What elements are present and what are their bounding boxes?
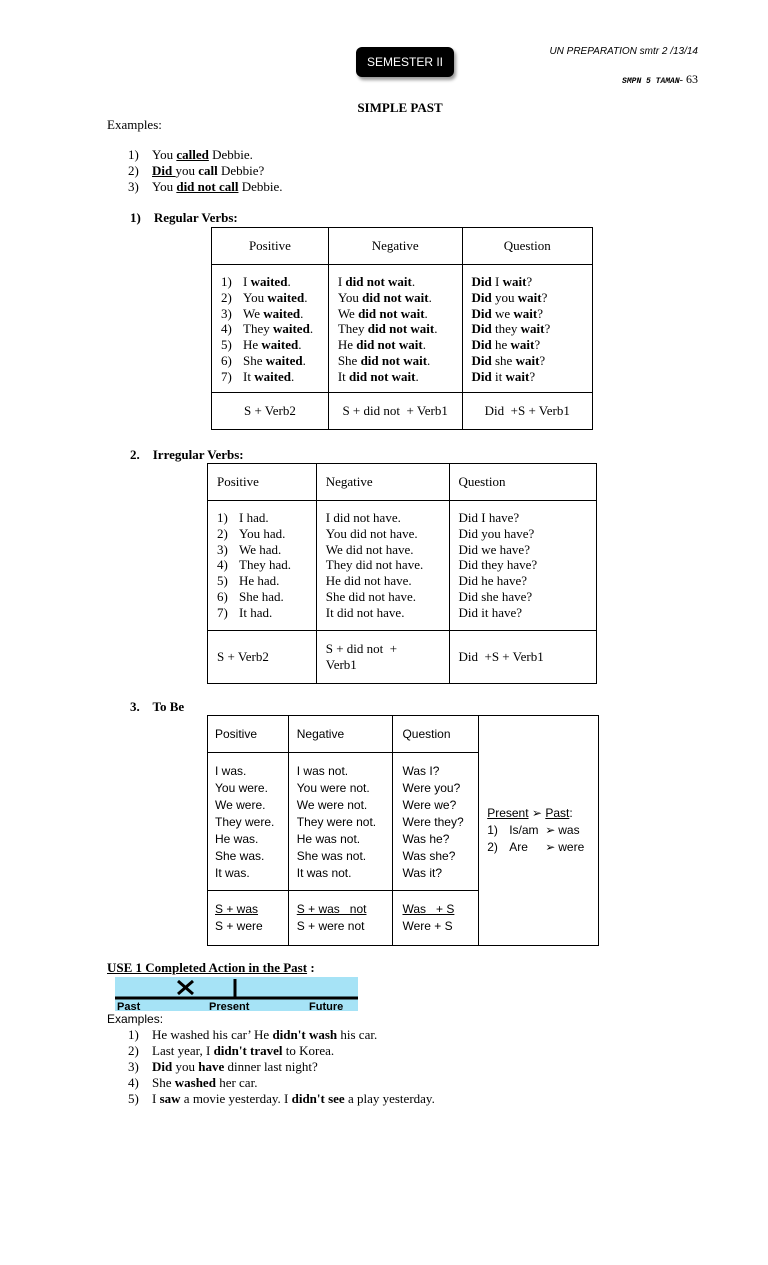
tobe-negative-cell (288, 753, 393, 891)
list-item (472, 369, 593, 385)
text-run: wait (510, 337, 535, 353)
list-item: She was not. (296, 849, 367, 863)
list-item: He was. (215, 832, 259, 846)
formula-negative (316, 631, 449, 684)
text-run: wait (515, 352, 540, 368)
text-run: You (243, 289, 268, 305)
list-item (326, 573, 449, 589)
text-run: I (491, 274, 503, 289)
cell-text: It had. (239, 604, 273, 620)
text-run: He washed his car’ He (152, 1027, 273, 1042)
list-item: He was not. (296, 832, 361, 846)
present-label: Present (487, 806, 529, 820)
text-run: did not wait (345, 274, 412, 289)
text-run: I (337, 274, 346, 289)
text-run: . (287, 274, 291, 289)
text-run: They (243, 321, 273, 337)
school-name: SMPN 5 TAMAN (622, 77, 680, 86)
list-item (217, 542, 316, 558)
cell-text: They did not have. (325, 557, 424, 573)
past-label: Past (545, 806, 570, 820)
to-be-heading: 3. To Be (130, 699, 185, 714)
text-run: Did (471, 321, 492, 337)
present-past-cell (479, 716, 599, 946)
list-item: She was. (215, 849, 265, 863)
list-item: I was. (215, 764, 247, 778)
text-run: We (337, 305, 359, 321)
list-item: You were not. (296, 781, 370, 795)
text-run: dinner last night? (224, 1059, 318, 1074)
list-number: 3) (128, 179, 139, 194)
text-run: He (243, 337, 262, 353)
list-item: Were they? (402, 815, 464, 829)
text-run: called (176, 147, 209, 162)
text-run: . (298, 337, 302, 353)
list-item (221, 274, 328, 290)
list-number: 2) (128, 163, 139, 178)
text-run: wait (505, 368, 530, 384)
text-run: I (243, 274, 251, 289)
text-run: didn't wash (272, 1027, 338, 1042)
list-number: 7) (221, 368, 232, 384)
list-item (221, 337, 328, 353)
text-run: ? (529, 368, 536, 384)
text-run: you (172, 1059, 199, 1074)
text-run: wait (517, 289, 542, 305)
text-run: his car. (337, 1027, 378, 1042)
text-run: washed (174, 1075, 216, 1090)
text-run: . (427, 352, 431, 368)
list-number: 5) (128, 1091, 139, 1106)
examples-label: Examples: (107, 117, 162, 132)
formula-negative-line1: S + was not (296, 902, 367, 916)
cell-text: I had. (239, 510, 269, 525)
text-run: Did (471, 289, 492, 305)
text-run: She (243, 352, 266, 368)
use1-heading (107, 960, 315, 976)
text-run: . (434, 321, 438, 337)
cell-text: Did it have? (458, 604, 523, 620)
arrow-icon: ➢ (531, 806, 542, 820)
list-item (487, 839, 598, 856)
text-run: . (415, 368, 419, 384)
list-item (459, 510, 597, 526)
text-run: he (491, 337, 511, 353)
list-item: You were. (215, 781, 268, 795)
list-number: 5) (221, 337, 232, 353)
text-run: it (491, 368, 506, 384)
cell-text: She had. (239, 588, 284, 604)
cell-text: Did they have? (458, 557, 538, 573)
list-item (326, 589, 449, 605)
past-form: were (558, 840, 585, 854)
text-run: Did (152, 1059, 173, 1074)
text-run: waited (254, 368, 292, 384)
text-run: wait (520, 321, 545, 337)
text-run: saw (159, 1091, 181, 1106)
list-number: 1) (128, 147, 139, 162)
list-number: 1) (217, 510, 228, 525)
cell-text: Did you have? (458, 525, 535, 541)
list-item (217, 589, 316, 605)
text-run: Did (471, 274, 492, 289)
formula-question-line2: Were + S (402, 919, 453, 933)
list-item (128, 1043, 435, 1059)
text-run: did not wait (349, 368, 416, 384)
list-item (128, 1027, 435, 1043)
list-item (128, 163, 283, 179)
text-run: didn't see (291, 1091, 345, 1106)
col-header-positive: Positive (208, 716, 289, 753)
formula-positive: S + Verb2 (212, 393, 329, 430)
text-run: Did (471, 337, 492, 353)
list-item (128, 179, 283, 195)
formula-negative (288, 891, 393, 946)
list-item (326, 605, 449, 621)
regular-question-cell (462, 265, 593, 393)
formula-negative-line2: S + were not (296, 919, 365, 933)
list-item (338, 321, 462, 337)
list-item (221, 353, 328, 369)
text-run: Did (471, 305, 492, 321)
timeline-present-label: Present (209, 1001, 250, 1011)
text-run: ? (537, 305, 544, 321)
present-form: Are (509, 840, 528, 854)
regular-verbs-heading: 1) Regular Verbs: (130, 210, 238, 225)
text-run: her car. (215, 1075, 258, 1090)
formula-question: Did +S + Verb1 (449, 631, 597, 684)
text-run: did not wait (360, 352, 428, 368)
use1-colon: : (310, 960, 315, 975)
text-run: did not wait (367, 321, 435, 337)
text-run: you (491, 289, 518, 305)
formula-row (212, 393, 593, 430)
list-item (472, 274, 593, 290)
list-item: They were not. (296, 815, 377, 829)
formula-positive-line1: S + was (215, 902, 259, 916)
table-row (208, 501, 597, 631)
list-item: I was not. (296, 764, 349, 778)
text-run: . (424, 305, 428, 321)
list-number: 3) (221, 305, 232, 321)
text-run: waited (261, 337, 299, 353)
heading-colon: : (569, 806, 573, 820)
list-item (459, 573, 597, 589)
text-run: did not wait (362, 289, 429, 305)
list-item (217, 605, 316, 621)
text-run: Did (471, 368, 492, 384)
list-number: 2) (221, 289, 232, 305)
list-number: 1) (487, 823, 498, 837)
text-run: waited (250, 274, 288, 289)
list-item (487, 822, 598, 839)
text-run: ? (541, 289, 548, 305)
list-number: 2) (217, 525, 228, 541)
irregular-positive-cell (208, 501, 317, 631)
text-run: waited (267, 289, 305, 305)
list-item (459, 542, 597, 558)
text-run: . (309, 321, 314, 337)
col-header-positive: Positive (212, 228, 329, 265)
text-run: to Korea. (282, 1043, 335, 1058)
text-run: . (304, 289, 308, 305)
list-item: Were we? (402, 798, 457, 812)
formula-positive (208, 891, 289, 946)
list-item (459, 589, 597, 605)
text-run: It (243, 368, 255, 384)
list-item (221, 306, 328, 322)
list-number: 2) (487, 840, 498, 854)
list-item (338, 290, 462, 306)
list-item (338, 369, 462, 385)
timeline-past-label: Past (117, 1001, 141, 1011)
text-run: You (152, 179, 177, 194)
cell-text: They had. (239, 557, 291, 573)
list-item (221, 290, 328, 306)
arrow-icon: ➢ (545, 840, 556, 854)
list-number: 3) (217, 541, 228, 557)
list-item (128, 147, 283, 163)
formula-question: Did +S + Verb1 (462, 393, 593, 430)
table-row (212, 265, 593, 393)
table-header-row (208, 464, 597, 501)
list-number: 4) (217, 557, 228, 573)
tobe-positive-cell (208, 753, 289, 891)
text-run: Debbie? (217, 163, 265, 178)
text-run: ? (544, 321, 551, 337)
cell-text: We did not have. (325, 541, 414, 557)
cell-text: You did not have. (325, 525, 418, 541)
list-number: 5) (217, 573, 228, 589)
text-run: did not wait (358, 305, 425, 321)
list-item (338, 353, 462, 369)
list-item (472, 290, 593, 306)
text-run: a movie yesterday. I (180, 1091, 292, 1106)
col-header-negative: Negative (316, 464, 449, 501)
table-header-row (212, 228, 593, 265)
text-run: . (411, 274, 416, 289)
list-item (128, 1091, 435, 1107)
list-item: We were. (215, 798, 266, 812)
list-item: Was he? (402, 832, 450, 846)
cell-text: Did he have? (458, 573, 528, 589)
present-past-heading (487, 805, 598, 822)
formula-positive: S + Verb2 (208, 631, 317, 684)
list-number: 4) (221, 321, 232, 337)
list-item: It was. (215, 866, 250, 880)
text-run: she (491, 352, 516, 368)
text-run: Last year, I (152, 1043, 214, 1058)
timeline-diagram (115, 977, 358, 1011)
formula-negative-line1: S + did not + (325, 641, 398, 656)
tobe-question-cell (393, 753, 479, 891)
timeline-future-label: Future (309, 1001, 344, 1011)
list-item (217, 510, 316, 526)
text-run: She (152, 1075, 175, 1090)
col-header-question: Question (393, 716, 479, 753)
page-separator: - (679, 75, 683, 86)
list-number: 1) (221, 274, 232, 289)
list-item: Were you? (402, 781, 461, 795)
text-run: . (291, 368, 295, 384)
text-run: ? (534, 337, 541, 353)
regular-positive-cell (212, 265, 329, 393)
text-run: We (243, 305, 264, 321)
list-item (128, 1075, 435, 1091)
formula-question-line1: Was + S (402, 902, 455, 916)
list-item (472, 321, 593, 337)
irregular-verbs-table (207, 463, 597, 684)
text-run: a play yesterday. (344, 1091, 435, 1106)
text-run: call (198, 163, 218, 178)
list-item (221, 369, 328, 385)
list-item: They were. (215, 815, 275, 829)
irregular-verbs-heading: 2. Irregular Verbs: (130, 447, 244, 462)
formula-negative: S + did not + Verb1 (328, 393, 462, 430)
text-run: didn't travel (213, 1043, 283, 1058)
arrow-icon: ➢ (545, 823, 556, 837)
text-run: Did (152, 163, 176, 178)
text-run: waited (265, 352, 303, 368)
regular-verbs-table (211, 227, 593, 430)
page-number: 63 (686, 72, 698, 86)
list-item (217, 573, 316, 589)
text-run: did not call (176, 179, 239, 194)
list-item (338, 274, 462, 290)
text-run: It (337, 368, 350, 384)
text-run: did not wait (356, 337, 423, 353)
list-item (338, 306, 462, 322)
text-run: . (302, 352, 306, 368)
cell-text: Did she have? (458, 588, 533, 604)
col-header-negative: Negative (288, 716, 393, 753)
list-item (326, 510, 449, 526)
list-item: Was it? (402, 866, 443, 880)
list-number: 7) (217, 604, 228, 620)
cell-text: He did not have. (325, 573, 412, 589)
text-run: ? (539, 352, 546, 368)
cell-text: Did we have? (458, 541, 530, 557)
formula-question (393, 891, 479, 946)
list-number: 3) (128, 1059, 139, 1074)
use1-examples-label: Examples: (107, 1012, 164, 1026)
page-title: SIMPLE PAST (357, 100, 443, 115)
col-header-question: Question (449, 464, 597, 501)
list-item: It was not. (296, 866, 352, 880)
irregular-question-cell (449, 501, 597, 631)
text-run: have (198, 1059, 225, 1074)
text-run: waited (263, 305, 301, 321)
list-item (472, 306, 593, 322)
present-form: Is/am (509, 823, 539, 837)
list-item: Was I? (402, 764, 440, 778)
formula-positive-line2: S + were (215, 919, 263, 933)
use1-title: USE 1 Completed Action in the Past (107, 960, 308, 975)
text-run: . (300, 305, 304, 321)
cell-text: You had. (239, 525, 286, 541)
text-run: Debbie. (208, 147, 253, 162)
past-form: was (558, 823, 580, 837)
list-item (459, 526, 597, 542)
timeline-svg (115, 977, 358, 1011)
list-item: We were not. (296, 798, 368, 812)
text-run: Did (471, 352, 492, 368)
text-run: You (152, 147, 177, 162)
list-number: 2) (128, 1043, 139, 1058)
list-number: 1) (128, 1027, 139, 1042)
list-number: 4) (128, 1075, 139, 1090)
list-item (459, 557, 597, 573)
semester-badge (356, 47, 454, 77)
page-header (560, 72, 698, 87)
irregular-negative-cell (316, 501, 449, 631)
list-item (221, 321, 328, 337)
text-run: . (422, 337, 426, 353)
list-item (326, 526, 449, 542)
to-be-table (207, 715, 599, 946)
list-number: 6) (217, 588, 228, 604)
list-item (128, 1059, 435, 1075)
list-item (326, 542, 449, 558)
text-run: ? (526, 274, 533, 289)
prep-header: UN PREPARATION smtr 2 /13/14 (549, 46, 698, 57)
intro-examples (128, 147, 283, 195)
text-run: we (491, 305, 514, 321)
use1-examples (128, 1027, 435, 1107)
cell-text: He had. (239, 573, 280, 589)
text-run: She (337, 352, 361, 368)
cell-text: We had. (239, 541, 282, 557)
regular-negative-cell (328, 265, 462, 393)
col-header-positive: Positive (208, 464, 317, 501)
text-run: They (337, 321, 368, 337)
col-header-negative: Negative (328, 228, 462, 265)
cell-text: I did not have. (325, 510, 401, 525)
cell-text: Did I have? (458, 510, 520, 525)
cell-text: She did not have. (325, 588, 417, 604)
list-number: 6) (221, 352, 232, 368)
list-item (338, 337, 462, 353)
list-item (459, 605, 597, 621)
text-run: You (337, 289, 363, 305)
text-run: Debbie. (238, 179, 283, 194)
text-run: wait (513, 305, 538, 321)
formula-row (208, 631, 597, 684)
text-run: wait (502, 274, 527, 289)
text-run: He (337, 337, 357, 353)
text-run: you (175, 163, 199, 178)
semester-badge-text: SEMESTER II (366, 55, 443, 69)
cell-text: It did not have. (325, 604, 405, 620)
list-item (326, 557, 449, 573)
list-item: Was she? (402, 849, 456, 863)
text-run: they (491, 321, 521, 337)
text-run: waited (272, 321, 310, 337)
list-item (472, 353, 593, 369)
formula-negative-line2: Verb1 (325, 657, 357, 672)
table-header-row (208, 716, 599, 753)
list-item (217, 526, 316, 542)
list-item (472, 337, 593, 353)
text-run: I (152, 1091, 160, 1106)
list-item (217, 557, 316, 573)
text-run: . (428, 289, 432, 305)
col-header-question: Question (462, 228, 593, 265)
